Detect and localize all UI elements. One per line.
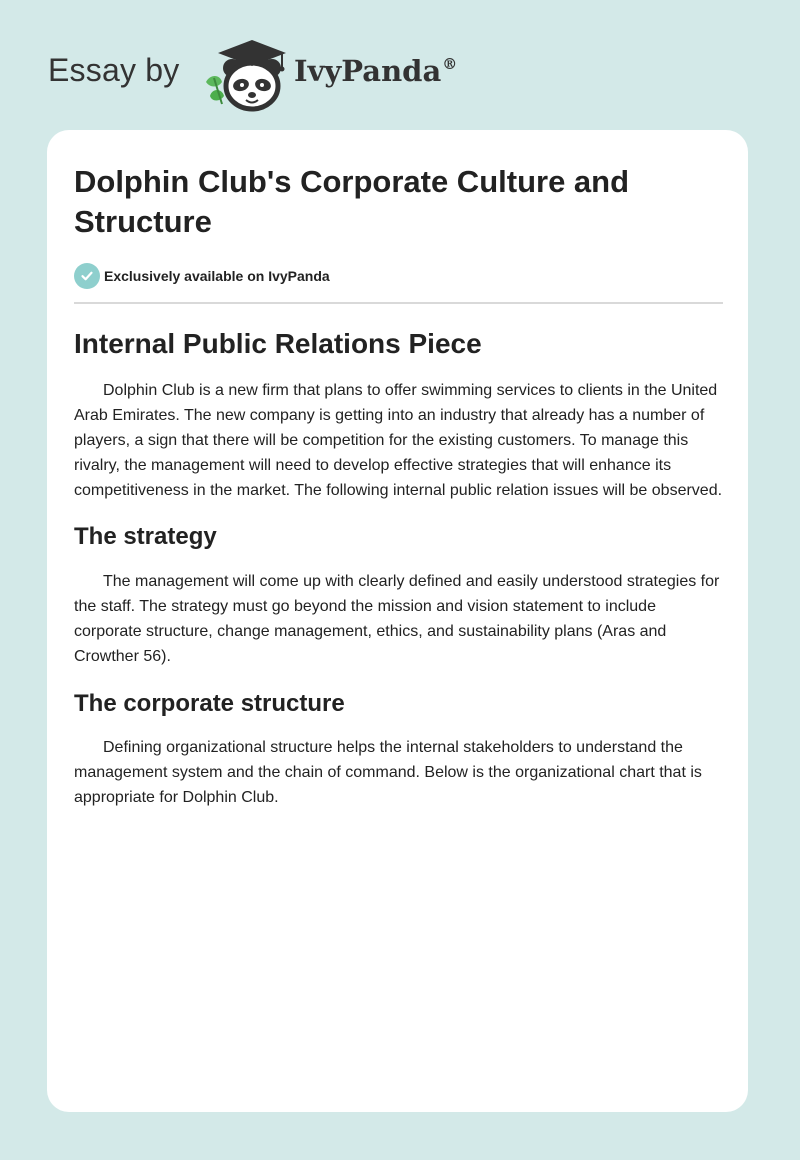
check-circle-icon <box>74 263 100 289</box>
brand-logo-text[interactable] <box>294 54 457 88</box>
panda-graduate-icon[interactable] <box>202 38 288 112</box>
essay-by-label: Essay by <box>48 52 180 88</box>
article-card <box>47 130 748 1112</box>
exclusive-label: Exclusively available on IvyPanda <box>104 268 330 284</box>
section-heading-internal-pr: Internal Public Relations Piece <box>74 328 482 359</box>
section-heading-strategy: The strategy <box>74 523 217 550</box>
divider <box>74 302 723 304</box>
article-title: Dolphin Club's Corporate Culture and Structure <box>74 164 630 239</box>
registered-mark: ® <box>442 55 458 73</box>
exclusive-badge <box>74 262 723 290</box>
article-content <box>74 162 723 810</box>
paragraph-strategy: The management will come up with clearly defined and easily understood strategies for the staff. The strategy must go beyond the mission and vision statement to include corporate structure, change management, ethics, and sustainability plans (Aras and Crowther 56). <box>74 573 720 665</box>
brand-name: IvyPanda <box>294 54 442 88</box>
paragraph-corporate-structure: Defining organizational structure helps the internal stakeholders to understand the management system and the chain of command. Below is the organizational chart that is appropriate for Dolphin Club. <box>74 739 702 806</box>
paragraph-internal-pr: Dolphin Club is a new firm that plans to offer swimming services to clients in the United Arab Emirates. The new company is getting into an industry that already has a number of players, a sign that there will be competition for the existing customers. To manage this rivalry, the management will need to develop effective strategies that will enhance its competitiveness in the market. The following internal public relation issues will be observed. <box>74 382 723 499</box>
site-header <box>48 36 608 116</box>
section-heading-corporate-structure: The corporate structure <box>74 690 345 717</box>
